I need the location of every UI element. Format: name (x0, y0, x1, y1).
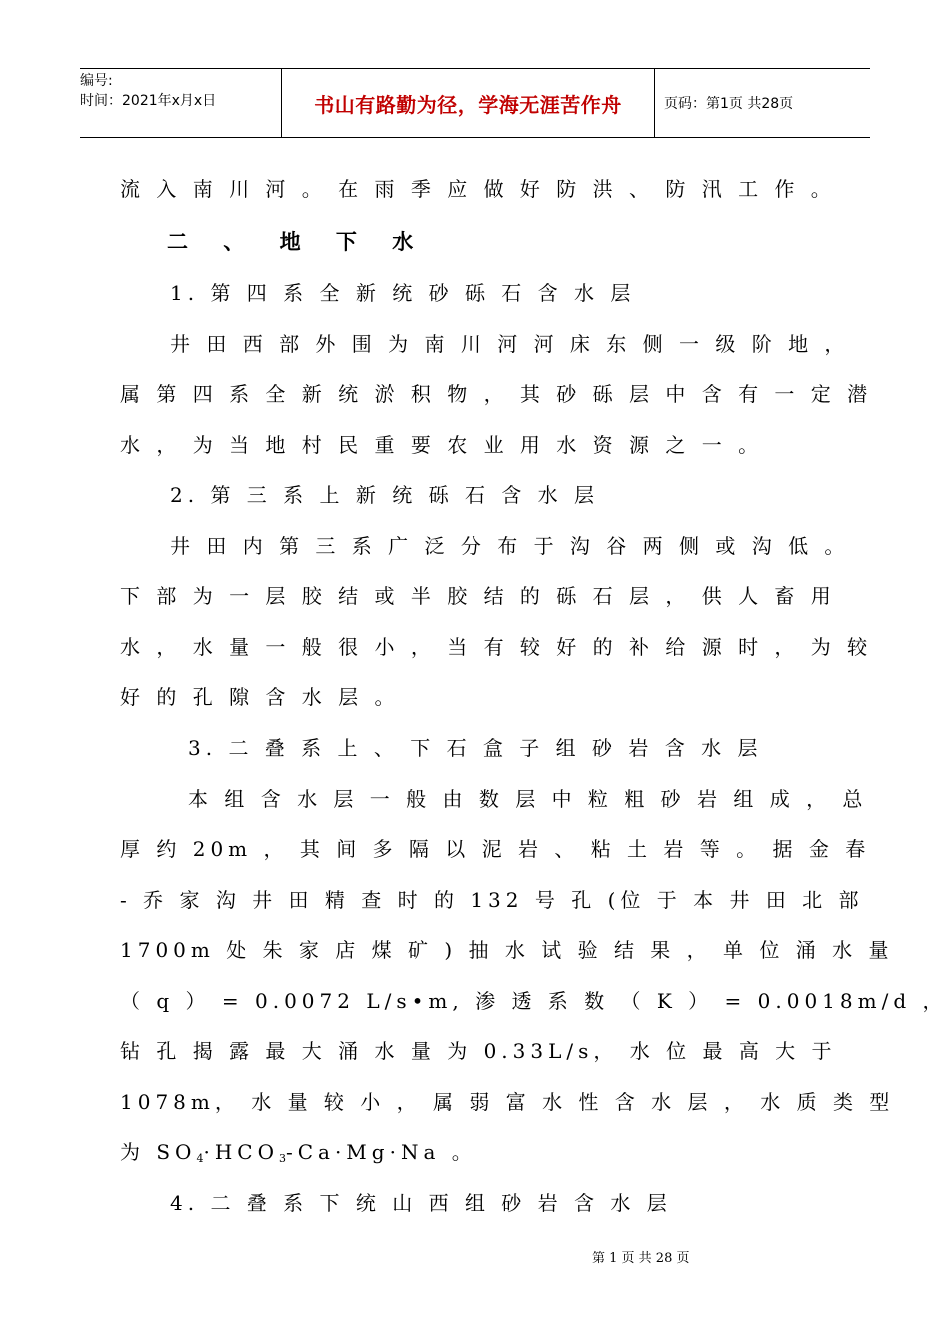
number-label: 编号: (80, 73, 113, 89)
time-label: 时间：2021年x月x日 (80, 93, 217, 109)
motto: 书山有路勤为径，学海无涯苦作舟 (314, 92, 622, 117)
subscript-3: 3 (278, 1152, 286, 1165)
formula-line (120, 1136, 822, 1165)
header-meta (80, 69, 280, 139)
text-line: 钻 孔 揭 露 最 大 涌 水 量 为 0.33L/s， 水 位 最 高 大 于 (120, 1039, 837, 1063)
text-line: 厚 约 20m ， 其 间 多 隔 以 泥 岩 、 粘 土 岩 等 。 据 金 春 (120, 837, 871, 861)
header-motto-cell (281, 69, 655, 137)
text-line: - 乔 家 沟 井 田 精 查 时 的 132 号 孔 (位 于 本 井 田 北 部 (120, 888, 864, 912)
subsection-heading: 4. 二 叠 系 下 统 山 西 组 砂 岩 含 水 层 (170, 1191, 672, 1215)
header-page-info (664, 69, 870, 137)
formula-prefix: 为 SO (120, 1140, 197, 1164)
text-line: 1700m 处 朱 家 店 煤 矿 ) 抽 水 试 验 结 果 ， 单 位 涌 水 量 (120, 938, 894, 962)
text-line: 水 ， 为 当 地 村 民 重 要 农 业 用 水 资 源 之 一 。 (120, 433, 764, 457)
text-line: 流 入 南 川 河 。 在 雨 季 应 做 好 防 洪 、 防 汛 工 作 。 (120, 177, 836, 201)
page-info: 页码：第1页 共28页 (664, 96, 794, 112)
section-heading: 二 、 地 下 水 (167, 230, 428, 254)
text-line: 下 部 为 一 层 胶 结 或 半 胶 结 的 砾 石 层 ， 供 人 畜 用 (120, 584, 836, 608)
text-line: 井 田 内 第 三 系 广 泛 分 布 于 沟 谷 两 侧 或 沟 低 。 (170, 534, 850, 558)
text-line: 1078m， 水 量 较 小 ， 属 弱 富 水 性 含 水 层 ， 水 质 类 型 (120, 1090, 895, 1114)
footer-page-number: 第 1 页 共 28 页 (592, 1251, 690, 1266)
formula-suffix: -Ca·Mg·Na 。 (285, 1140, 477, 1164)
page-header (80, 68, 870, 138)
text-line: （ q ） = 0.0072 L/s•m, 渗 透 系 数 （ K ） = 0.0018m/d ， (120, 989, 948, 1013)
subsection-heading: 2. 第 三 系 上 新 统 砾 石 含 水 层 (170, 483, 600, 507)
subsection-heading: 1. 第 四 系 全 新 统 砂 砾 石 含 水 层 (170, 281, 636, 305)
text-line: 井 田 西 部 外 围 为 南 川 河 河 床 东 侧 一 级 阶 地 ， (170, 332, 850, 356)
text-line: 好 的 孔 隙 含 水 层 。 (120, 685, 400, 709)
subscript-4: 4 (196, 1152, 204, 1165)
formula-middle: ·HCO (203, 1140, 279, 1164)
subsection-heading: 3. 二 叠 系 上 、 下 石 盒 子 组 砂 岩 含 水 层 (188, 736, 763, 760)
text-line: 水 ， 水 量 一 般 很 小 ， 当 有 较 好 的 补 给 源 时 ， 为 较 (120, 635, 873, 659)
text-line: 属 第 四 系 全 新 统 淤 积 物 ， 其 砂 砾 层 中 含 有 一 定 潜 (120, 382, 873, 406)
text-line: 本 组 含 水 层 一 般 由 数 层 中 粒 粗 砂 岩 组 成 ， 总 (188, 787, 868, 811)
